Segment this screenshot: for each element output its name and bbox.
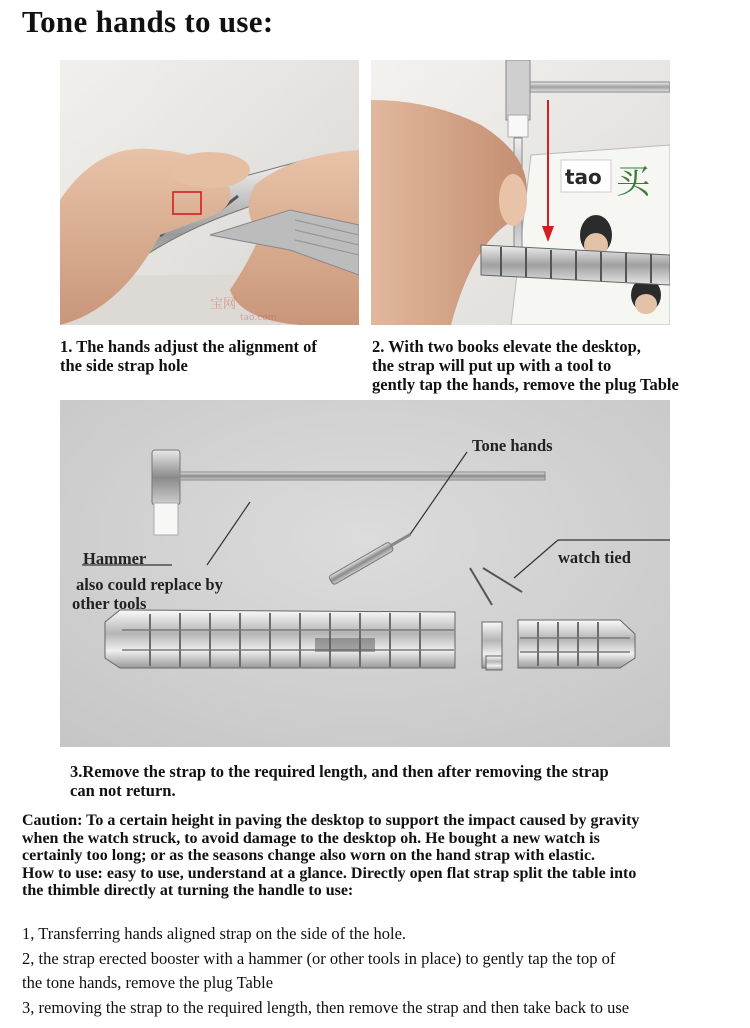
watermark-url: tao.com: [240, 313, 277, 323]
photo-tools-image: [60, 400, 670, 747]
label-hammer-alt-line2: other tools: [72, 594, 147, 613]
removed-link-2: [486, 656, 502, 670]
caption-step2-line1: 2. With two books elevate the desktop,: [372, 337, 641, 356]
hammer-face: [154, 503, 178, 535]
photo-tap-strap-image: [371, 60, 670, 325]
caption-step1-line2: the side strap hole: [60, 356, 188, 375]
caption-step1: [60, 337, 317, 375]
watch-band-right: [518, 620, 635, 668]
caption-step3-line1: 3.Remove the strap to the required length, and then after removing the strap: [70, 762, 609, 781]
watch-band-left: [105, 610, 455, 668]
photo-tap-strap: [371, 60, 670, 325]
photo-hands-align: [60, 60, 359, 325]
caution-line-4: How to use: easy to use, understand at a glance. Directly open flat strap split the table into: [22, 864, 637, 882]
caution-line-3: certainly too long; or as the seasons change also worn on the hand strap with elastic.: [22, 847, 596, 864]
caption-step2: [372, 337, 679, 394]
caption-step2-line2: the strap will put up with a tool to: [372, 356, 612, 375]
caption-step3: [70, 762, 609, 800]
photo-tools: [60, 400, 670, 747]
caution-line-1: Caution: To a certain height in paving the desktop to support the impact caused by gravity: [22, 812, 640, 829]
caution-line-2: when the watch struck, to avoid damage to the desktop oh. He bought a new watch is: [22, 829, 600, 847]
watermark-text: 宝网: [210, 297, 237, 312]
label-hammer-alt-line1: also could replace by: [76, 575, 223, 594]
step-line-3: the tone hands, remove the plug Table: [22, 973, 274, 992]
page-title: Tone hands to use:: [22, 4, 274, 39]
label-tone-hands: Tone hands: [472, 436, 553, 455]
step-line-1: 1, Transferring hands aligned strap on the side of the hole.: [22, 924, 407, 943]
caution-line-5: the thimble directly at turning the handle to use:: [22, 882, 354, 899]
label-hammer: Hammer: [83, 549, 147, 568]
steps-list: [22, 922, 742, 1020]
hammer-handle: [180, 472, 545, 480]
label-hammer-alt: [72, 575, 223, 613]
caution-paragraph: [22, 812, 737, 900]
caption-step2-line3: gently tap the hands, remove the plug Table: [372, 375, 679, 394]
caption-step1-line1: 1. The hands adjust the alignment of: [60, 337, 317, 356]
caption-step3-line2: can not return.: [70, 781, 176, 800]
label-watch-tied: watch tied: [558, 548, 631, 567]
photo-hands-align-image: [60, 60, 359, 325]
magazine-char: 买: [616, 162, 650, 202]
magazine-brand: tao: [565, 165, 602, 189]
step-line-4: 3, removing the strap to the required length, then remove the strap and then take back to use: [22, 997, 630, 1017]
hammer-head: [152, 450, 180, 505]
step-line-2: 2, the strap erected booster with a hammer (or other tools in place) to gently tap the top of: [22, 948, 616, 968]
